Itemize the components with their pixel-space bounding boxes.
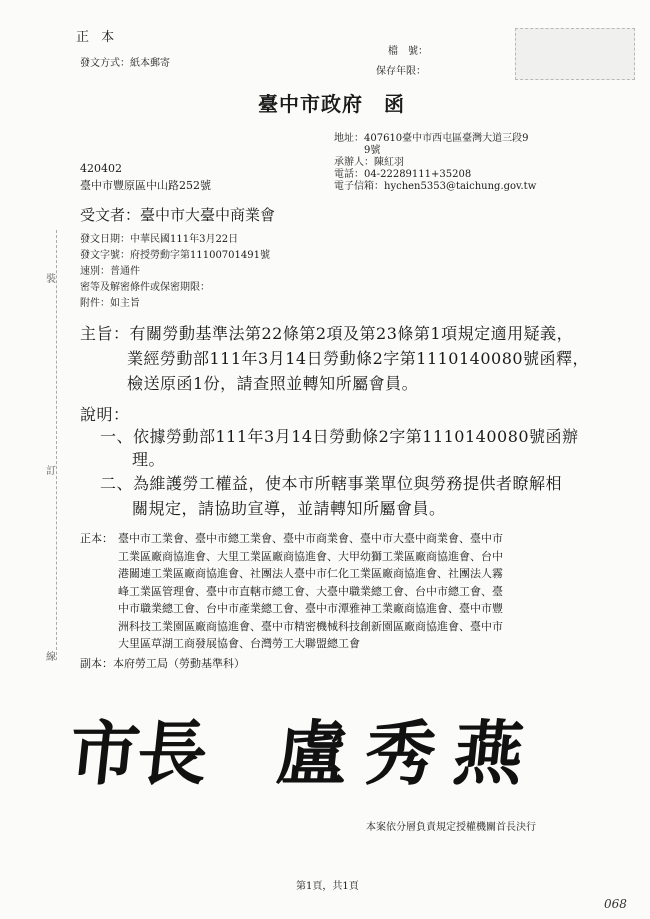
cc-line: 峰工業區管理會、臺中市直轄市總工會、大臺中職業總工會、台中市總工會、臺	[118, 584, 503, 598]
cc-line: 臺中市工業會、臺中市總工業會、臺中市商業會、臺中市大臺中商業會、臺中市	[118, 532, 503, 545]
sender-address-line1: 地址：407610臺中市西屯區臺灣大道三段9	[334, 133, 529, 144]
contact-phone: 電話：04-22289111+35208	[334, 169, 472, 180]
subject-line3: 檢送原函1份，請查照並轉知所屬會員。	[127, 374, 419, 393]
cc-line: 洲科技工業園區廠商協進會、臺中市精密機械科技創新園區廠商協進會、臺中市	[118, 619, 503, 633]
cc-line: 大里區草湖工商發展協會、台灣勞工大聯盟總工會	[118, 637, 360, 650]
cc-line: 工業區廠商協進會、大里工業區廠商協進會、大甲幼獅工業區廠商協進會、台中	[118, 549, 503, 563]
file-number-label: 檔 號：	[388, 46, 428, 57]
send-method: 發文方式：紙本郵寄	[80, 58, 170, 69]
delegation-note: 本案依分層負責規定授權機關首長決行	[366, 822, 536, 833]
contact-person: 承辦人：陳紅羽	[334, 157, 404, 168]
recipient: 受文者：臺中市大臺中商業會	[80, 206, 276, 224]
cc-line: 港關連工業區廠商協進會、社團法人臺中市仁化工業區廠商協進會、社團法人霧	[118, 567, 503, 580]
original-copy-mark: 正 本	[76, 30, 119, 45]
binding-mark-xian: 線	[46, 648, 56, 663]
attachment: 附件：如主旨	[80, 298, 140, 309]
binding-line	[56, 230, 57, 660]
receipt-stamp-area	[515, 28, 635, 80]
cc-recipients	[118, 530, 598, 653]
subject-line1: 主旨：有關勞動基準法第22條第2項及第23條第1項規定適用疑義，	[80, 324, 574, 343]
cc-label: 正本：	[80, 532, 113, 545]
secrecy-level: 密等及解密條件或保密期限：	[80, 282, 210, 293]
page-info: 第1頁，共1頁	[296, 881, 359, 892]
cc-line: 中市職業總工會、台中市產業總工會、臺中市潭雅神工業廠商協進會、臺中市豐	[118, 602, 503, 615]
delivery-speed: 速別：普通件	[80, 266, 140, 277]
handwritten-page-number: 068	[604, 897, 627, 911]
mayor-title-signature: 市長	[65, 712, 210, 795]
explanation-item-1-line2: 理。	[132, 450, 166, 469]
sender-address-line2: 9號	[364, 145, 381, 156]
retention-period-label: 保存年限：	[376, 66, 426, 77]
subject-line2: 業經勞動部111年3月14日勞動條2字第1110140080號函釋，	[127, 349, 590, 368]
contact-email: 電子信箱：hychen5353@taichung.gov.tw	[334, 181, 537, 192]
issue-date: 發文日期：中華民國111年3月22日	[80, 234, 239, 245]
binding-mark-zhuang: 裝	[46, 270, 56, 285]
explanation-item-2-line2: 關規定，請協助宣導，並請轉知所屬會員。	[132, 499, 446, 518]
explanation-label: 說明：	[80, 405, 130, 424]
document-number: 發文字號：府授勞動字第11100701491號	[80, 250, 270, 261]
copy-to: 副本：本府勞工局（勞動基準科）	[80, 657, 245, 670]
explanation-item-2-line1: 二、為維護勞工權益，使本市所轄事業單位與勞務提供者瞭解相	[100, 474, 563, 493]
explanation-item-1-line1: 一、依據勞動部111年3月14日勞動條2字第1110140080號函辦	[100, 427, 579, 446]
mayor-name-signature: 盧秀燕	[273, 712, 546, 795]
binding-mark-ding: 訂	[46, 462, 56, 477]
recipient-zip: 420402	[80, 162, 122, 175]
document-title: 臺中市政府 函	[258, 92, 405, 116]
recipient-address: 臺中市豐原區中山路252號	[80, 179, 211, 192]
